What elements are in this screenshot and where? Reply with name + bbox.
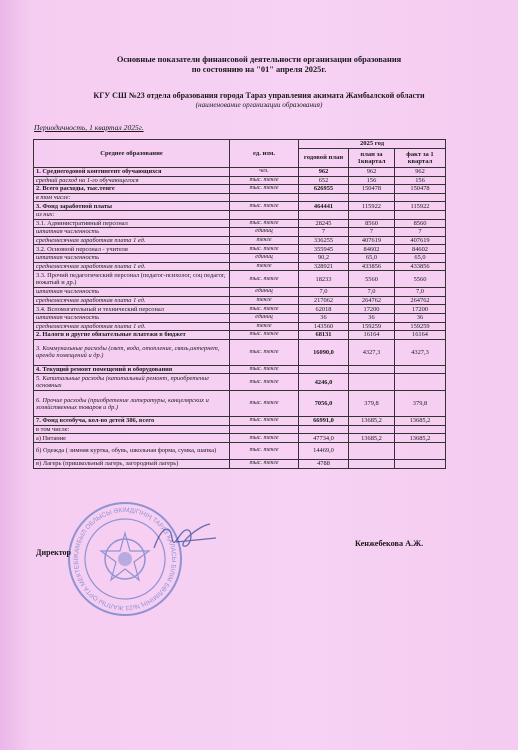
row-unit: тыс. тенге xyxy=(230,417,299,426)
header-annual-plan: годовой план xyxy=(299,149,349,168)
row-plan-q1: 962 xyxy=(349,168,395,177)
row-unit: тыс. тенге xyxy=(230,185,299,194)
row-unit: тыс. тенге xyxy=(230,305,299,314)
row-unit: тенге xyxy=(230,262,299,271)
row-fact-q1: 156 xyxy=(395,176,446,185)
row-plan-q1 xyxy=(349,425,395,434)
row-label: 7. Фонд всеобуча, кол-во детей 386, всего xyxy=(34,417,230,426)
row-annual-plan xyxy=(299,193,349,202)
row-fact-q1: 159259 xyxy=(395,322,446,331)
row-annual-plan: 66991,0 xyxy=(299,417,349,426)
row-unit: тыс. тенге xyxy=(230,219,299,228)
row-annual-plan: 464441 xyxy=(299,202,349,211)
row-unit: единиц xyxy=(230,253,299,262)
header-year: 2025 год xyxy=(299,140,446,149)
row-plan-q1 xyxy=(349,374,395,391)
row-annual-plan: 328921 xyxy=(299,262,349,271)
row-annual-plan: 336255 xyxy=(299,236,349,245)
row-unit: тыс. тенге xyxy=(230,339,299,365)
row-annual-plan: 47734,0 xyxy=(299,434,349,443)
row-annual-plan: 36 xyxy=(299,313,349,322)
row-annual-plan: 7 xyxy=(299,228,349,237)
row-fact-q1: 17200 xyxy=(395,305,446,314)
row-annual-plan: 68131 xyxy=(299,331,349,340)
row-label: 3.1. Административный персонал xyxy=(34,219,230,228)
table-row xyxy=(34,434,446,443)
row-plan-q1: 379,8 xyxy=(349,391,395,417)
row-annual-plan: 28245 xyxy=(299,219,349,228)
row-plan-q1: 7 xyxy=(349,228,395,237)
organization-caption: (наименование организации образования) xyxy=(195,101,323,109)
row-fact-q1: 7 xyxy=(395,228,446,237)
row-fact-q1: 16164 xyxy=(395,331,446,340)
row-annual-plan: 355945 xyxy=(299,245,349,254)
row-label: 4. Текущий ремонт помещений и оборудования xyxy=(34,365,230,374)
financial-indicators-table xyxy=(33,139,446,469)
row-annual-plan xyxy=(299,210,349,219)
table-row xyxy=(34,313,446,322)
row-fact-q1: 13685,2 xyxy=(395,434,446,443)
director-label: Директор xyxy=(36,548,71,557)
row-label: штатная численность xyxy=(34,228,230,237)
row-annual-plan: 652 xyxy=(299,176,349,185)
table-row xyxy=(34,228,446,237)
row-plan-q1: 264762 xyxy=(349,296,395,305)
row-plan-q1: 5560 xyxy=(349,271,395,288)
row-label: в том числе: xyxy=(34,425,230,434)
row-annual-plan: 626955 xyxy=(299,185,349,194)
row-plan-q1: 4327,3 xyxy=(349,339,395,365)
row-label: среднемесячная заработная плата 1 ед. xyxy=(34,296,230,305)
row-unit: тыс. тенге xyxy=(230,271,299,288)
row-unit: тенге xyxy=(230,322,299,331)
row-unit xyxy=(230,425,299,434)
director-signature xyxy=(150,518,220,558)
row-label: из них: xyxy=(34,210,230,219)
row-fact-q1: 8560 xyxy=(395,219,446,228)
row-plan-q1: 13685,2 xyxy=(349,417,395,426)
row-annual-plan: 18233 xyxy=(299,271,349,288)
row-annual-plan: 62018 xyxy=(299,305,349,314)
row-annual-plan: 4246,0 xyxy=(299,374,349,391)
table-row xyxy=(34,288,446,297)
table-row xyxy=(34,219,446,228)
row-plan-q1: 7,0 xyxy=(349,288,395,297)
row-unit: тыс. тенге xyxy=(230,434,299,443)
row-label: 3.3. Прочий педагогический персонал (педагог-психолог, соц педагог, вожатый и др.) xyxy=(34,271,230,288)
table-row xyxy=(34,322,446,331)
row-plan-q1: 433856 xyxy=(349,262,395,271)
header-unit: ед. изм. xyxy=(230,140,299,168)
table-row xyxy=(34,365,446,374)
row-label: в) Лагерь (пришкольный лагерь, загородный лагерь) xyxy=(34,460,230,469)
row-plan-q1 xyxy=(349,460,395,469)
row-plan-q1 xyxy=(349,193,395,202)
row-fact-q1 xyxy=(395,193,446,202)
row-plan-q1: 8560 xyxy=(349,219,395,228)
table-row xyxy=(34,210,446,219)
signer-name: Кенжебекова А.Ж. xyxy=(355,539,424,548)
row-label: 3.2. Основной персонал - учителя xyxy=(34,245,230,254)
row-annual-plan: 143560 xyxy=(299,322,349,331)
row-fact-q1: 433856 xyxy=(395,262,446,271)
row-unit: тыс. тенге xyxy=(230,176,299,185)
reporting-period: Периодичность, 1 квартал 2025г. xyxy=(34,123,144,132)
row-label: а) Питание xyxy=(34,434,230,443)
row-label: штатная численность xyxy=(34,253,230,262)
row-plan-q1 xyxy=(349,443,395,460)
row-unit: единиц xyxy=(230,288,299,297)
row-plan-q1: 156 xyxy=(349,176,395,185)
row-unit: единиц xyxy=(230,313,299,322)
row-annual-plan: 14469,0 xyxy=(299,443,349,460)
table-row xyxy=(34,331,446,340)
table-row xyxy=(34,339,446,365)
row-unit: тыс. тенге xyxy=(230,391,299,417)
table-row xyxy=(34,168,446,177)
row-label: 3. Коммунальные расходы (свет, вода, отопление, связь,интернет, аренда помещений и др.) xyxy=(34,339,230,365)
row-plan-q1: 84602 xyxy=(349,245,395,254)
row-unit: тенге xyxy=(230,236,299,245)
row-plan-q1: 115922 xyxy=(349,202,395,211)
row-unit: тыс. тенге xyxy=(230,331,299,340)
row-fact-q1: 115922 xyxy=(395,202,446,211)
table-row xyxy=(34,236,446,245)
table-row xyxy=(34,185,446,194)
row-plan-q1 xyxy=(349,210,395,219)
row-unit xyxy=(230,193,299,202)
row-label: 5. Капитальные расходы (капитальный ремонт, приобретение основных xyxy=(34,374,230,391)
row-unit: тенге xyxy=(230,296,299,305)
row-fact-q1: 65,0 xyxy=(395,253,446,262)
row-annual-plan: 962 xyxy=(299,168,349,177)
table-row xyxy=(34,245,446,254)
header-fact-q1: факт за 1 квартал xyxy=(395,149,446,168)
table-row xyxy=(34,417,446,426)
row-label: среднемесячная заработная плата 1 ед. xyxy=(34,262,230,271)
table-row xyxy=(34,253,446,262)
row-annual-plan: 217062 xyxy=(299,296,349,305)
row-fact-q1: 962 xyxy=(395,168,446,177)
row-label: средний расход на 1-го обучающегося xyxy=(34,176,230,185)
table-row xyxy=(34,176,446,185)
row-plan-q1: 17200 xyxy=(349,305,395,314)
row-label: в том числе: xyxy=(34,193,230,202)
row-plan-q1: 159259 xyxy=(349,322,395,331)
table-row xyxy=(34,271,446,288)
row-annual-plan xyxy=(299,425,349,434)
table-row xyxy=(34,202,446,211)
header-indicator: Среднее образование xyxy=(34,140,230,168)
row-unit: тыс. тенге xyxy=(230,374,299,391)
table-row xyxy=(34,443,446,460)
table-row xyxy=(34,374,446,391)
row-unit xyxy=(230,210,299,219)
table-row xyxy=(34,305,446,314)
row-unit: единиц xyxy=(230,228,299,237)
table-row xyxy=(34,262,446,271)
row-annual-plan: 7056,0 xyxy=(299,391,349,417)
row-annual-plan xyxy=(299,365,349,374)
row-unit: тыс. тенге xyxy=(230,202,299,211)
row-label: 3. Фонд заработной платы xyxy=(34,202,230,211)
table-row xyxy=(34,193,446,202)
table-row xyxy=(34,296,446,305)
row-annual-plan: 4788 xyxy=(299,460,349,469)
svg-text:ЖАМБЫЛ ОБЛЫСЫ ӘКІМДІГІНІҢ ТАРА: ЖАМБЫЛ ОБЛЫСЫ ӘКІМДІГІНІҢ ТАРАЗ ҚАЛАСЫ БІЛІМ БӨЛІМІНІҢ №23 ЖАЛПЫ ОРТА МЕКТЕБІ xyxy=(72,506,178,612)
row-annual-plan: 16090,0 xyxy=(299,339,349,365)
row-unit: чел. xyxy=(230,168,299,177)
row-plan-q1: 16164 xyxy=(349,331,395,340)
table-row xyxy=(34,425,446,434)
row-plan-q1: 150478 xyxy=(349,185,395,194)
row-fact-q1 xyxy=(395,210,446,219)
table-row xyxy=(34,391,446,417)
row-fact-q1 xyxy=(395,443,446,460)
row-fact-q1 xyxy=(395,425,446,434)
row-label: штатная численность xyxy=(34,313,230,322)
row-fact-q1: 264762 xyxy=(395,296,446,305)
document-title-line1: Основные показатели финансовой деятельности организации образования xyxy=(116,55,402,64)
row-fact-q1 xyxy=(395,460,446,469)
organization-name: КГУ СШ №23 отдела образования города Тараз управления акимата Жамбылской области xyxy=(93,91,425,100)
row-unit: тыс. тенге xyxy=(230,460,299,469)
row-label: 3.4. Вспомогательный и технический персонал xyxy=(34,305,230,314)
row-annual-plan: 7,0 xyxy=(299,288,349,297)
row-label: 6. Прочие расходы (приобретение литературы, канцелярских и хозяйственных товаров и др.) xyxy=(34,391,230,417)
row-unit: тыс. тенге xyxy=(230,365,299,374)
row-fact-q1: 7,0 xyxy=(395,288,446,297)
row-fact-q1: 150478 xyxy=(395,185,446,194)
row-annual-plan: 90,2 xyxy=(299,253,349,262)
row-fact-q1 xyxy=(395,374,446,391)
table-body xyxy=(34,168,446,469)
row-label: б) Одежда ( зимняя куртка, обувь, школьная форма, сумка, шапка) xyxy=(34,443,230,460)
row-fact-q1 xyxy=(395,365,446,374)
row-label: среднемесячная заработная плата 1 ед. xyxy=(34,322,230,331)
row-fact-q1: 84602 xyxy=(395,245,446,254)
row-fact-q1: 5560 xyxy=(395,271,446,288)
row-unit: тыс. тенге xyxy=(230,443,299,460)
row-fact-q1: 13685,2 xyxy=(395,417,446,426)
row-plan-q1 xyxy=(349,365,395,374)
document-title-line2: по состоянию на "01" апреля 2025г. xyxy=(191,65,327,74)
row-label: 2. Всего расходы, тыс.тенге xyxy=(34,185,230,194)
row-plan-q1: 13685,2 xyxy=(349,434,395,443)
table-row xyxy=(34,460,446,469)
row-label: 1. Среднегодовой контингент обучающихся xyxy=(34,168,230,177)
row-plan-q1: 65,0 xyxy=(349,253,395,262)
row-fact-q1: 4327,3 xyxy=(395,339,446,365)
row-label: 2. Налоги и другие обязательные платежи в бюджет xyxy=(34,331,230,340)
row-fact-q1: 407619 xyxy=(395,236,446,245)
row-label: штатная численность xyxy=(34,288,230,297)
row-label: среднемесячная заработная плата 1 ед. xyxy=(34,236,230,245)
row-unit: тыс. тенге xyxy=(230,245,299,254)
row-fact-q1: 379,8 xyxy=(395,391,446,417)
row-fact-q1: 36 xyxy=(395,313,446,322)
row-plan-q1: 407619 xyxy=(349,236,395,245)
row-plan-q1: 36 xyxy=(349,313,395,322)
header-plan-q1: план за 1квартал xyxy=(349,149,395,168)
